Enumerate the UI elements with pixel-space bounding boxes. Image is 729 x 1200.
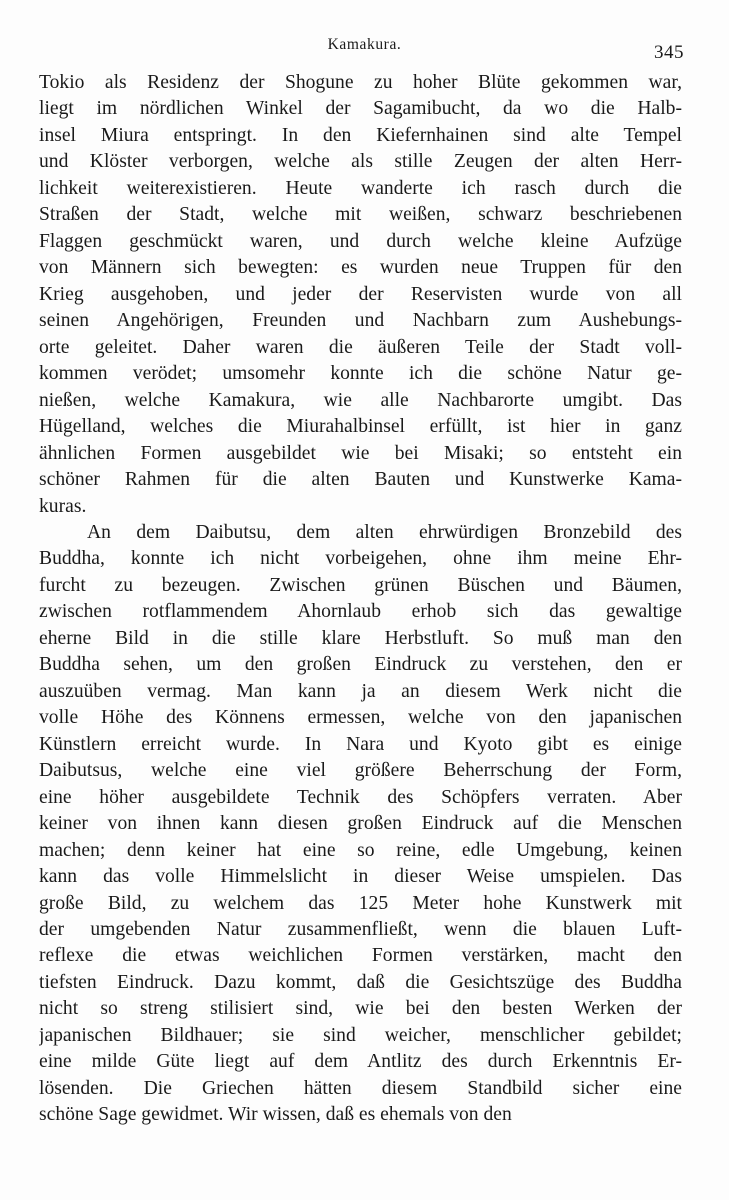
body-text [39, 70, 682, 1129]
text-line: Hügelland, welches die Miurahalbinsel erfüllt, ist hier in ganz [39, 416, 682, 438]
text-line: Straßen der Stadt, welche mit weißen, schwarz beschriebenen [39, 204, 682, 226]
text-line: eherne Bild in die stille klare Herbstluft. So muß man den [39, 627, 682, 649]
paragraph [39, 70, 682, 520]
text-line: der umgebenden Natur zusammenfließt, wenn die blauen Luft- [39, 919, 682, 940]
text-line: furcht zu bezeugen. Zwischen grünen Büschen und Bäumen, [39, 574, 682, 596]
text-line: nießen, welche Kamakura, wie alle Nachbarorte umgibt. Das [39, 389, 682, 411]
text-line: eine milde Güte liegt auf dem Antlitz des durch Erkenntnis Er- [39, 1051, 682, 1073]
paragraph [39, 520, 682, 1129]
text-line: volle Höhe des Könnens ermessen, welche von den japanischen [39, 707, 682, 729]
text-line: Künstlern erreicht wurde. In Nara und Kyoto gibt es einige [39, 733, 682, 755]
text-line: von Männern sich bewegten: es wurden neue Truppen für den [39, 257, 682, 279]
text-line: und Klöster verborgen, welche als stille Zeugen der alten Herr- [39, 151, 682, 173]
text-line: lichkeit weiterexistieren. Heute wanderte ich rasch durch die [39, 177, 682, 199]
text-line: reflexe die etwas weichlichen Formen verstärken, macht den [39, 945, 682, 967]
text-line: seinen Angehörigen, Freunden und Nachbarn zum Aushebungs- [39, 310, 682, 332]
running-title: Kamakura. [327, 36, 402, 53]
text-line: nicht so streng stilisiert sind, wie bei den besten Werken der [39, 998, 682, 1020]
text-line: tiefsten Eindruck. Dazu kommt, daß die Gesichtszüge des Buddha [39, 971, 682, 993]
text-line: keiner von ihnen kann diesen großen Eindruck auf die Menschen [39, 813, 682, 835]
text-line: orte geleitet. Daher waren die äußeren Teile der Stadt voll- [39, 336, 682, 358]
text-line: liegt im nördlichen Winkel der Sagamibucht, da wo die Halb- [39, 98, 682, 120]
text-line: Tokio als Residenz der Shogune zu hoher Blüte gekommen war, [39, 72, 682, 93]
text-line: insel Miura entspringt. In den Kiefernhainen sind alte Tempel [39, 124, 682, 146]
text-line: kann das volle Himmelslicht in dieser Weise umspielen. Das [39, 866, 682, 888]
text-line: ähnlichen Formen ausgebildet wie bei Misaki; so entsteht ein [39, 442, 682, 464]
text-line: zwischen rotflammendem Ahornlaub erhob sich das gewaltige [39, 601, 682, 623]
text-line: große Bild, zu welchem das 125 Meter hohe Kunstwerk mit [39, 892, 682, 914]
text-line: Buddha, konnte ich nicht vorbeigehen, ohne ihm meine Ehr- [39, 548, 682, 570]
text-line: Krieg ausgehoben, und jeder der Reservisten wurde von all [39, 283, 682, 305]
text-line: kommen verödet; umsomehr konnte ich die schöne Natur ge- [39, 363, 682, 385]
text-line: machen; denn keiner hat eine so reine, edle Umgebung, keinen [39, 839, 682, 861]
text-line: schöner Rahmen für die alten Bauten und Kunstwerke Kama- [39, 469, 682, 491]
text-line: Buddha sehen, um den großen Eindruck zu verstehen, den er [39, 654, 682, 676]
text-line: Daibutsus, welche eine viel größere Beherrschung der Form, [39, 760, 682, 782]
page-number: 345 [654, 42, 684, 63]
text-line: kuras. [39, 495, 87, 517]
running-header [0, 36, 729, 64]
text-line: schöne Sage gewidmet. Wir wissen, daß es ehemals von den [39, 1104, 512, 1126]
text-line: eine höher ausgebildete Technik des Schöpfers verraten. Aber [39, 786, 682, 808]
text-line: japanischen Bildhauer; sie sind weicher, menschlicher gebildet; [39, 1024, 682, 1046]
text-line: Flaggen geschmückt waren, und durch welche kleine Aufzüge [39, 230, 682, 252]
text-line: auszuüben vermag. Man kann ja an diesem Werk nicht die [39, 680, 682, 702]
text-line: An dem Daibutsu, dem alten ehrwürdigen Bronzebild des [87, 521, 682, 543]
text-line: lösenden. Die Griechen hätten diesem Standbild sicher eine [39, 1077, 682, 1099]
